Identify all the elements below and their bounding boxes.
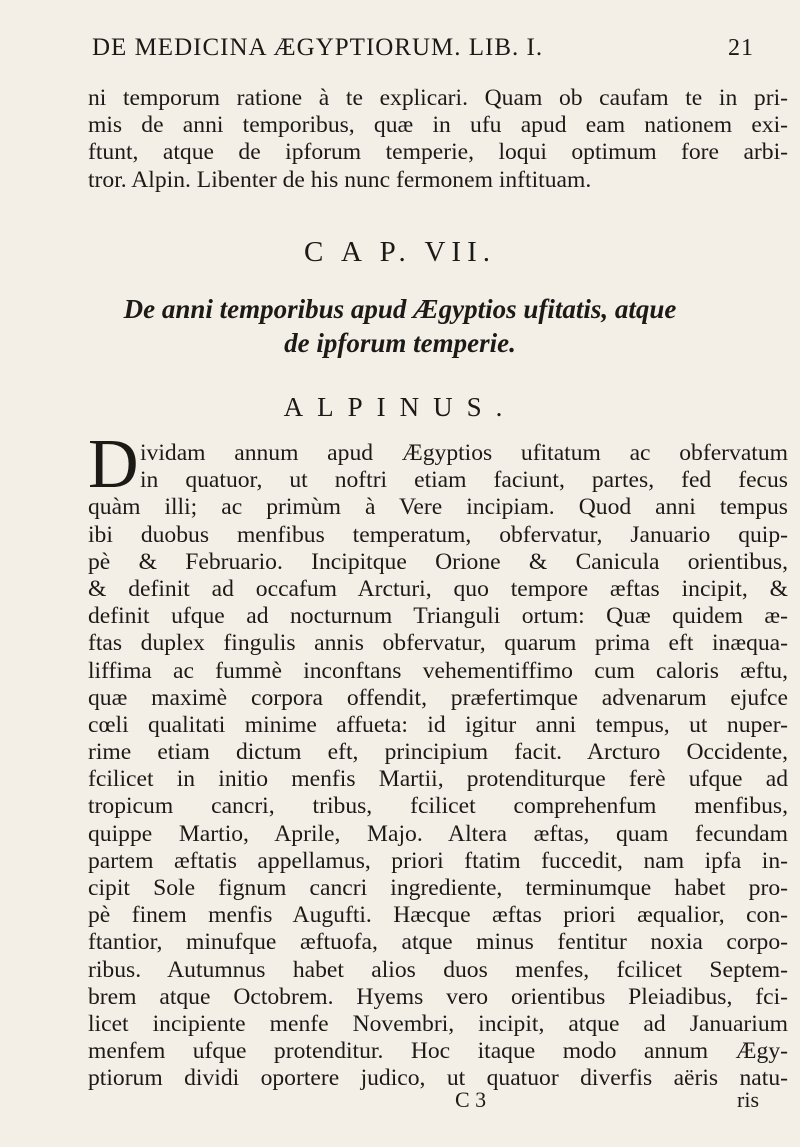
text-line: ribus. Autumnus habet alios duos menfes, fcilicet Septem- bbox=[88, 956, 788, 983]
text-line: ftantior, minufque æftuofa, atque minus fentitur noxia corpo- bbox=[88, 929, 788, 956]
text-line: ftas duplex fingulis annis obfervatur, quarum prima eft inæqua- bbox=[88, 630, 788, 657]
chapter-heading: C A P. VII. bbox=[304, 236, 496, 268]
text-line: pè & Februario. Incipitque Orione & Canicula orientibus, bbox=[88, 548, 788, 575]
text-line: ptiorum dividi oportere judico, ut quatuor diverfis aëris natu- bbox=[88, 1065, 788, 1092]
text-line: menfem ufque protenditur. Hoc itaque modo annum Ægy- bbox=[88, 1038, 788, 1065]
text-line: cipit Sole fignum cancri ingrediente, terminumque habet pro- bbox=[88, 875, 788, 901]
text-line: & definit ad occafum Arcturi, quo tempore æftas incipit, & bbox=[88, 575, 788, 602]
chapter-title bbox=[0, 292, 800, 360]
page-number: 21 bbox=[728, 35, 754, 61]
text-line: quàm illi; ac primùm à Vere incipiam. Quod anni tempus bbox=[88, 494, 788, 521]
text-line: ni temporum ratione à te explicari. Quam ob caufam te in pri- bbox=[88, 85, 788, 111]
text-line: tror. Alpin. Libenter de his nunc fermonem inftituam. bbox=[88, 166, 592, 193]
text-line: liffima ac fummè inconftans vehementiffimo cum caloris æftu, bbox=[88, 657, 788, 684]
signature-mark: C 3 bbox=[455, 1087, 487, 1112]
catchword: ris bbox=[737, 1087, 759, 1112]
text-line: licet incipiente menfe Novembri, incipit, atque ad Januarium bbox=[88, 1010, 788, 1037]
main-paragraph bbox=[88, 440, 788, 1093]
text-line: rime etiam dictum eft, principium facit. Arcturo Occidente, bbox=[88, 739, 788, 766]
text-line: ftunt, atque de ipforum temperie, loqui optimum fore arbi- bbox=[88, 139, 788, 166]
text-line: pè finem menfis Augufti. Hæcque æftas priori æqualior, con- bbox=[88, 902, 788, 929]
text-line: quæ maximè corpora offendit, præfertimque advenarum ejufce bbox=[88, 684, 788, 711]
text-line: ividam annum apud Ægyptios ufitatum ac obfervatum bbox=[140, 440, 788, 466]
text-line: mis de anni temporibus, quæ in ufu apud eam nationem exi- bbox=[88, 112, 788, 139]
text-line: cœli qualitati minime affueta: id igitur anni tempus, ut nuper- bbox=[88, 711, 788, 738]
text-line: definit ufque ad nocturnum Trianguli ortum: Quæ quidem æ- bbox=[88, 603, 788, 630]
text-line: ibi duobus menfibus temperatum, obfervatur, Januario quip- bbox=[88, 521, 788, 548]
running-head bbox=[92, 34, 754, 68]
chapter-title-line: de ipforum temperie. bbox=[284, 328, 516, 358]
intro-paragraph bbox=[88, 85, 788, 194]
text-line: fcilicet in initio menfis Martii, protenditurque ferè ufque ad bbox=[88, 766, 788, 793]
speaker-name: ALPINUS. bbox=[283, 392, 517, 422]
text-line: tropicum cancri, tribus, fcilicet comprehenfum menfibus, bbox=[88, 793, 788, 820]
text-line: quippe Martio, Aprile, Majo. Altera æftas, quam fecundam bbox=[88, 820, 788, 847]
text-line: in quatuor, ut noftri etiam faciunt, partes, fed fecus bbox=[140, 467, 788, 494]
chapter-title-line: De anni temporibus apud Ægyptios ufitatis, atque bbox=[123, 294, 677, 324]
drop-capital: D bbox=[88, 426, 139, 503]
running-head-title: DE MEDICINA ÆGYPTIORUM. LIB. I. bbox=[92, 34, 544, 61]
text-line: brem atque Octobrem. Hyems vero orientibus Pleiadibus, fci- bbox=[88, 983, 788, 1010]
text-line: partem æftatis appellamus, priori ftatim fuccedit, nam ipfa in- bbox=[88, 847, 788, 874]
